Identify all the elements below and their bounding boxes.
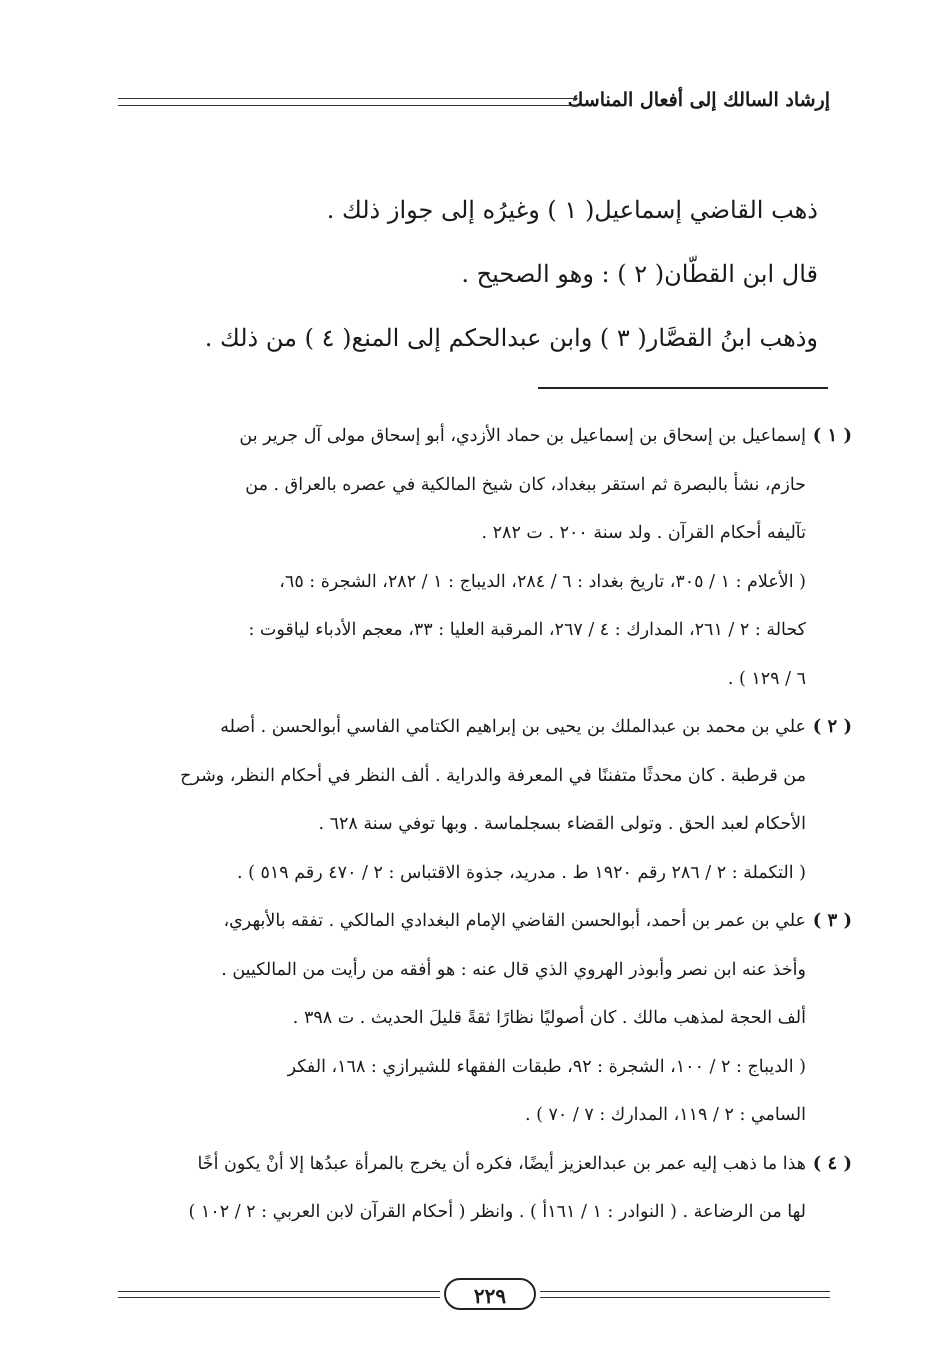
footnote-number: ( ٢ ) [812, 716, 852, 737]
footnote-line: هذا ما ذهب إليه عمر بن عبدالعزيز أيضًا، فكره أن يخرج بالمرأة عبدُها إلا أنْ يكون أخًا [197, 1153, 806, 1174]
footnote-line: ( الأعلام : ١ / ٣٠٥، تاريخ بغداد : ٦ / ٢٨٤، الديباج : ١ / ٢٨٢، الشجرة : ٦٥، [279, 571, 806, 592]
footnote-number: ( ٣ ) [812, 910, 852, 931]
footnotes [118, 412, 852, 1237]
footnote-line: تآليفه أحكام القرآن . ولد سنة ٢٠٠ . ت ٢٨٢ . [481, 523, 806, 543]
footnote-line: حازم، نشأ بالبصرة ثم استقر ببغداد، كان شيخ المالكية في عصره بالعراق . من [245, 474, 806, 495]
footnote-line: ألف الحجة لمذهب مالك . كان أصوليًا نظارًا ثقةً قليلَ الحديث . ت ٣٩٨ . [292, 1008, 806, 1028]
footnote-line: ( التكملة : ٢ / ٢٨٦ رقم ١٩٢٠ ط . مدريد، جذوة الاقتباس : ٢ / ٤٧٠ رقم ٥١٩ ) . [236, 862, 806, 883]
main-line: قال ابن القطّان( ٢ ) : وهو الصحيح . [461, 260, 818, 288]
header-rule [118, 98, 578, 106]
page-number: ٢٢٩ [444, 1278, 536, 1310]
running-header [118, 86, 830, 116]
footnote-line: وأخذ عنه ابن نصر وأبوذر الهروي الذي قال عنه : هو أفقه من رأيت من المالكيين . [221, 959, 806, 980]
main-text [138, 178, 818, 370]
footnote-line: علي بن عمر بن أحمد، أبوالحسن القاضي الإمام البغدادي المالكي . تفقه بالأبهري، [223, 911, 806, 931]
footnote-line: كحالة : ٢ / ٢٦١، المدارك : ٤ / ٢٦٧، المرقبة العليا : ٣٣، معجم الأدباء لياقوت : [248, 620, 806, 640]
footnote-line: من قرطبة . كان محدثًا متفننًا في المعرفة والدراية . ألف النظر في أحكام النظر، وشرح [180, 765, 806, 786]
main-line: ذهب القاضي إسماعيل( ١ ) وغيرُه إلى جواز ذلك . [326, 196, 818, 224]
footnote-separator [538, 387, 828, 389]
footnote-number: ( ١ ) [812, 425, 852, 446]
footnote-2 [118, 703, 852, 897]
footnote-line: لها من الرضاعة . ( النوادر : ١ / ١٦١أ ) . وانظر ( أحكام القرآن لابن العربي : ٢ / ١٠٢ ) [188, 1202, 806, 1222]
footnote-line: الأحكام لعبد الحق . وتولى القضاء بسجلماسة . وبها توفي سنة ٦٢٨ . [318, 814, 806, 834]
main-line: وذهب ابنُ القصَّار( ٣ ) وابن عبدالحكم إلى المنع( ٤ ) من ذلك . [204, 324, 818, 352]
footnote-1 [118, 412, 852, 703]
footnote-line: إسماعيل بن إسحاق بن إسماعيل بن حماد الأزدي، أبو إسحاق مولى آل جرير بن [239, 426, 806, 446]
footer-rule-right [540, 1291, 830, 1298]
footnote-4 [118, 1140, 852, 1237]
footnote-line: علي بن محمد بن عبدالملك بن يحيى بن إبراهيم الكتامي الفاسي أبوالحسن . أصله [220, 717, 806, 737]
footnote-number: ( ٤ ) [812, 1152, 852, 1174]
footer-rule-left [118, 1291, 440, 1298]
page-footer [118, 1278, 830, 1312]
footnote-line: ( الديباج : ٢ / ١٠٠، الشجرة : ٩٢، طبقات الفقهاء للشيرازي : ١٦٨، الفكر [287, 1056, 806, 1077]
footnote-line: ٦ / ١٢٩ ) . [727, 668, 806, 689]
header-title: إرشاد السالك إلى أفعال المناسك [567, 89, 830, 111]
footnote-line: السامي : ٢ / ١١٩، المدارك : ٧ / ٧٠ ) . [525, 1105, 806, 1125]
footnote-3 [118, 897, 852, 1140]
